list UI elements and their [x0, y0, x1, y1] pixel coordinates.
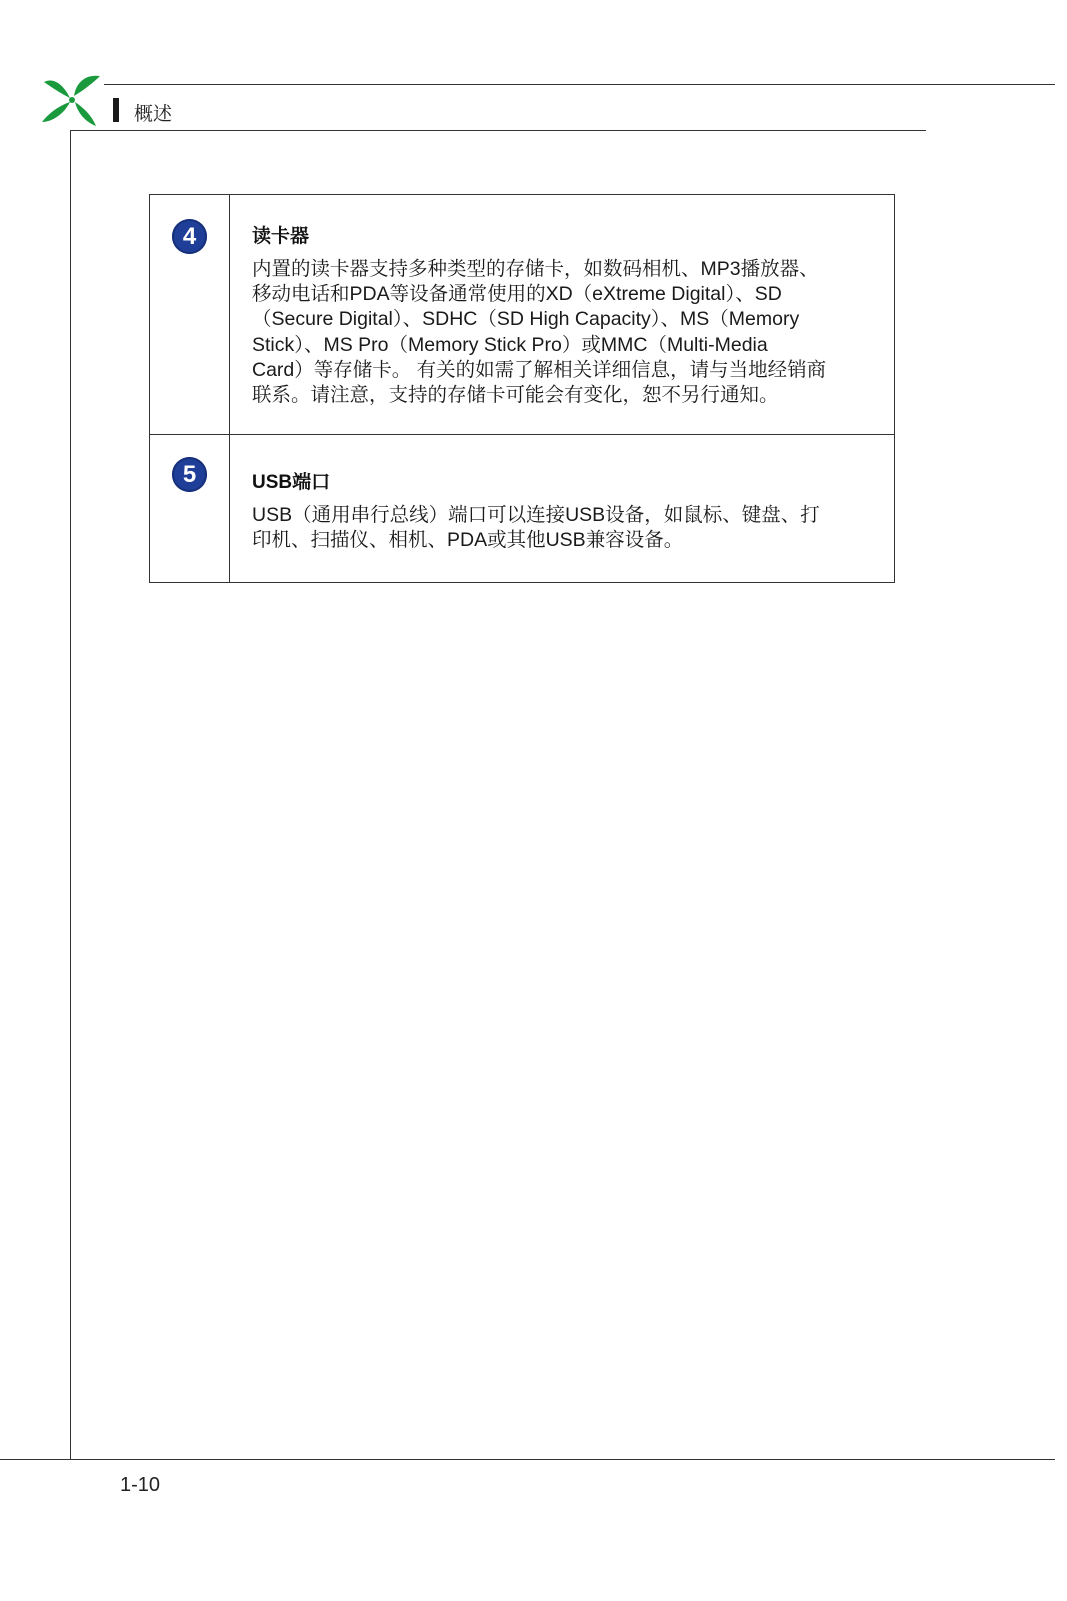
- feature-row-card-reader: [150, 195, 894, 434]
- content-cell: [230, 195, 894, 434]
- number-badge-icon: 4: [172, 219, 207, 254]
- feature-title: USB端口: [252, 472, 331, 494]
- content-cell: [230, 435, 894, 581]
- description-line: （Secure Digital）、SDHC（SD High Capacity）、MS（Memory: [252, 308, 800, 331]
- header-marker: [113, 98, 119, 122]
- left-margin-rule: [70, 130, 71, 1460]
- number-cell: [150, 195, 230, 434]
- number-cell: [150, 435, 230, 581]
- brand-logo-icon: [40, 72, 106, 128]
- description-line: Stick）、MS Pro（Memory Stick Pro）或MMC（Multi-Media: [252, 333, 768, 356]
- feature-description: [252, 503, 876, 553]
- description-line: USB（通用串行总线）端口可以连接USB设备，如鼠标、键盘、打: [252, 504, 820, 527]
- number-badge-icon: 5: [172, 457, 207, 492]
- description-line: Card）等存储卡。 有关的如需了解相关详细信息，请与当地经销商: [252, 358, 827, 381]
- header-rule: [104, 84, 1055, 85]
- feature-table: [149, 194, 895, 583]
- description-line: 移动电话和PDA等设备通常使用的XD（eXtreme Digital）、SD: [252, 283, 782, 306]
- feature-description: [252, 257, 876, 408]
- description-line: 印机、扫描仪、相机、PDA或其他USB兼容设备。: [252, 529, 684, 552]
- footer-rule: [0, 1459, 1055, 1460]
- page-number: 1-10: [120, 1474, 161, 1496]
- section-title: 概述: [134, 104, 173, 125]
- header-underline: [70, 130, 926, 131]
- feature-title: 读卡器: [252, 226, 310, 247]
- description-line: 联系。请注意，支持的存储卡可能会有变化，恕不另行通知。: [252, 384, 779, 407]
- feature-row-usb-port: [150, 434, 894, 581]
- description-line: 内置的读卡器支持多种类型的存储卡，如数码相机、MP3播放器、: [252, 258, 819, 280]
